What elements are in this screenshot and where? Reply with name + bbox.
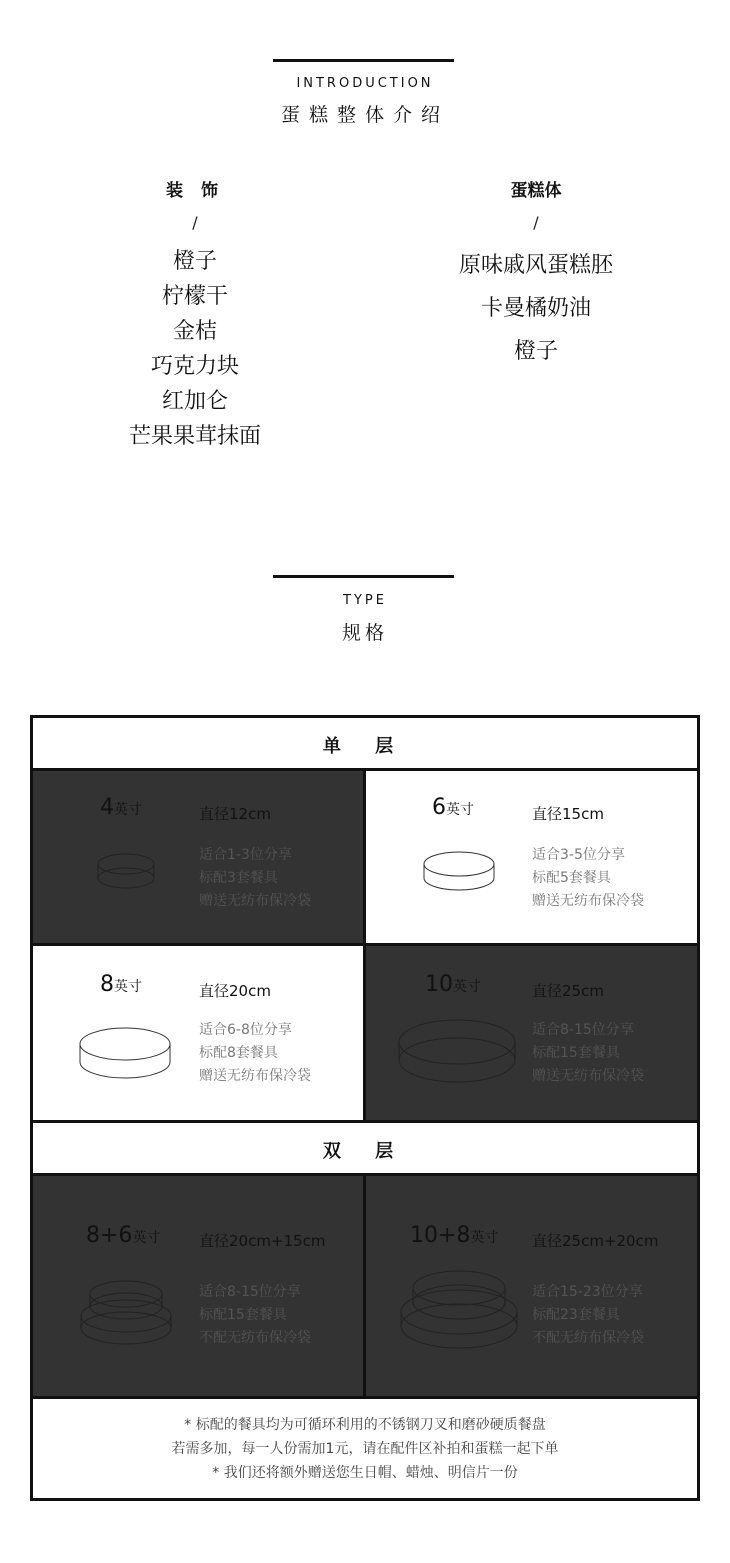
- spec-table: [30, 715, 700, 1501]
- cake-body-item: 橙子: [513, 339, 558, 364]
- decoration-item: 芒果果茸抹面: [128, 424, 261, 449]
- intro-title-en: INTRODUCTION: [296, 76, 434, 91]
- divider: [33, 1120, 697, 1123]
- size-option-6-inch[interactable]: [366, 771, 697, 943]
- diameter-label: 直径12cm: [199, 805, 271, 823]
- cake-body-item: 卡曼橘奶油: [480, 296, 591, 321]
- decoration-item: 柠檬干: [161, 284, 228, 309]
- cake-body-column: [386, 176, 686, 373]
- cake-icon: [75, 1022, 175, 1090]
- divider: [33, 1396, 697, 1399]
- decoration-item: 金桔: [172, 319, 217, 344]
- size-label: 8+6英寸: [86, 1223, 161, 1248]
- type-title-zh: 规格: [341, 622, 388, 644]
- size-label: 8英寸: [100, 972, 142, 997]
- decoration-slash: /: [192, 213, 198, 232]
- cake-body-title: 蛋糕体: [510, 181, 562, 201]
- notes: [33, 1413, 697, 1485]
- cake-icon: [76, 1276, 176, 1356]
- note-line: * 我们还将额外赠送您生日帽、蜡烛、明信片一份: [212, 1465, 518, 1481]
- description: 适合15-23位分享 标配23套餐具 不配无纺布保冷袋: [532, 1284, 644, 1346]
- intro-title-zh: 蛋糕整体介绍: [280, 104, 449, 126]
- description: 适合8-15位分享 标配15套餐具 不配无纺布保冷袋: [199, 1284, 311, 1346]
- decoration-item: 橙子: [172, 249, 217, 274]
- type-title-en: TYPE: [343, 593, 387, 608]
- cake-icon: [394, 1014, 520, 1094]
- cake-icon: [91, 849, 161, 899]
- description: 适合3-5位分享 标配5套餐具 赠送无纺布保冷袋: [532, 847, 644, 909]
- decoration-item: 巧克力块: [150, 354, 239, 379]
- diameter-label: 直径25cm: [532, 982, 604, 1000]
- cake-body-item: 原味戚风蛋糕胚: [458, 253, 613, 278]
- double-layer-header: 双 层: [33, 1137, 697, 1163]
- diameter-label: 直径25cm+20cm: [532, 1232, 659, 1250]
- cake-icon: [396, 1266, 522, 1356]
- size-label: 10+8英寸: [410, 1223, 499, 1248]
- type-divider: [273, 575, 454, 578]
- size-label: 4英寸: [100, 795, 142, 820]
- description: 适合1-3位分享 标配3套餐具 赠送无纺布保冷袋: [199, 847, 311, 909]
- description: 适合6-8位分享 标配8套餐具 赠送无纺布保冷袋: [199, 1022, 311, 1084]
- size-label: 6英寸: [432, 795, 474, 820]
- size-option-10-inch[interactable]: [366, 946, 697, 1120]
- diameter-label: 直径20cm+15cm: [199, 1232, 326, 1250]
- size-option-8-6-inch[interactable]: [33, 1176, 363, 1396]
- cake-icon: [419, 846, 499, 902]
- diameter-label: 直径15cm: [532, 805, 604, 823]
- decoration-item: 红加仑: [161, 389, 228, 414]
- size-label: 10英寸: [425, 972, 481, 997]
- note-line: * 标配的餐具均为可循环利用的不锈钢刀叉和磨砂硬质餐盘: [184, 1417, 546, 1433]
- size-option-8-inch[interactable]: [33, 946, 363, 1120]
- decoration-title: 装 饰: [166, 181, 224, 201]
- intro-divider: [273, 59, 454, 62]
- diameter-label: 直径20cm: [199, 982, 271, 1000]
- note-line: 若需多加，每一人份需加1元，请在配件区补拍和蛋糕一起下单: [171, 1441, 559, 1457]
- size-option-4-inch[interactable]: [33, 771, 363, 943]
- decoration-column: [45, 176, 345, 454]
- description: 适合8-15位分享 标配15套餐具 赠送无纺布保冷袋: [532, 1022, 644, 1084]
- cake-body-slash: /: [533, 213, 539, 232]
- single-layer-header: 单 层: [33, 732, 697, 758]
- size-option-10-8-inch[interactable]: [366, 1176, 697, 1396]
